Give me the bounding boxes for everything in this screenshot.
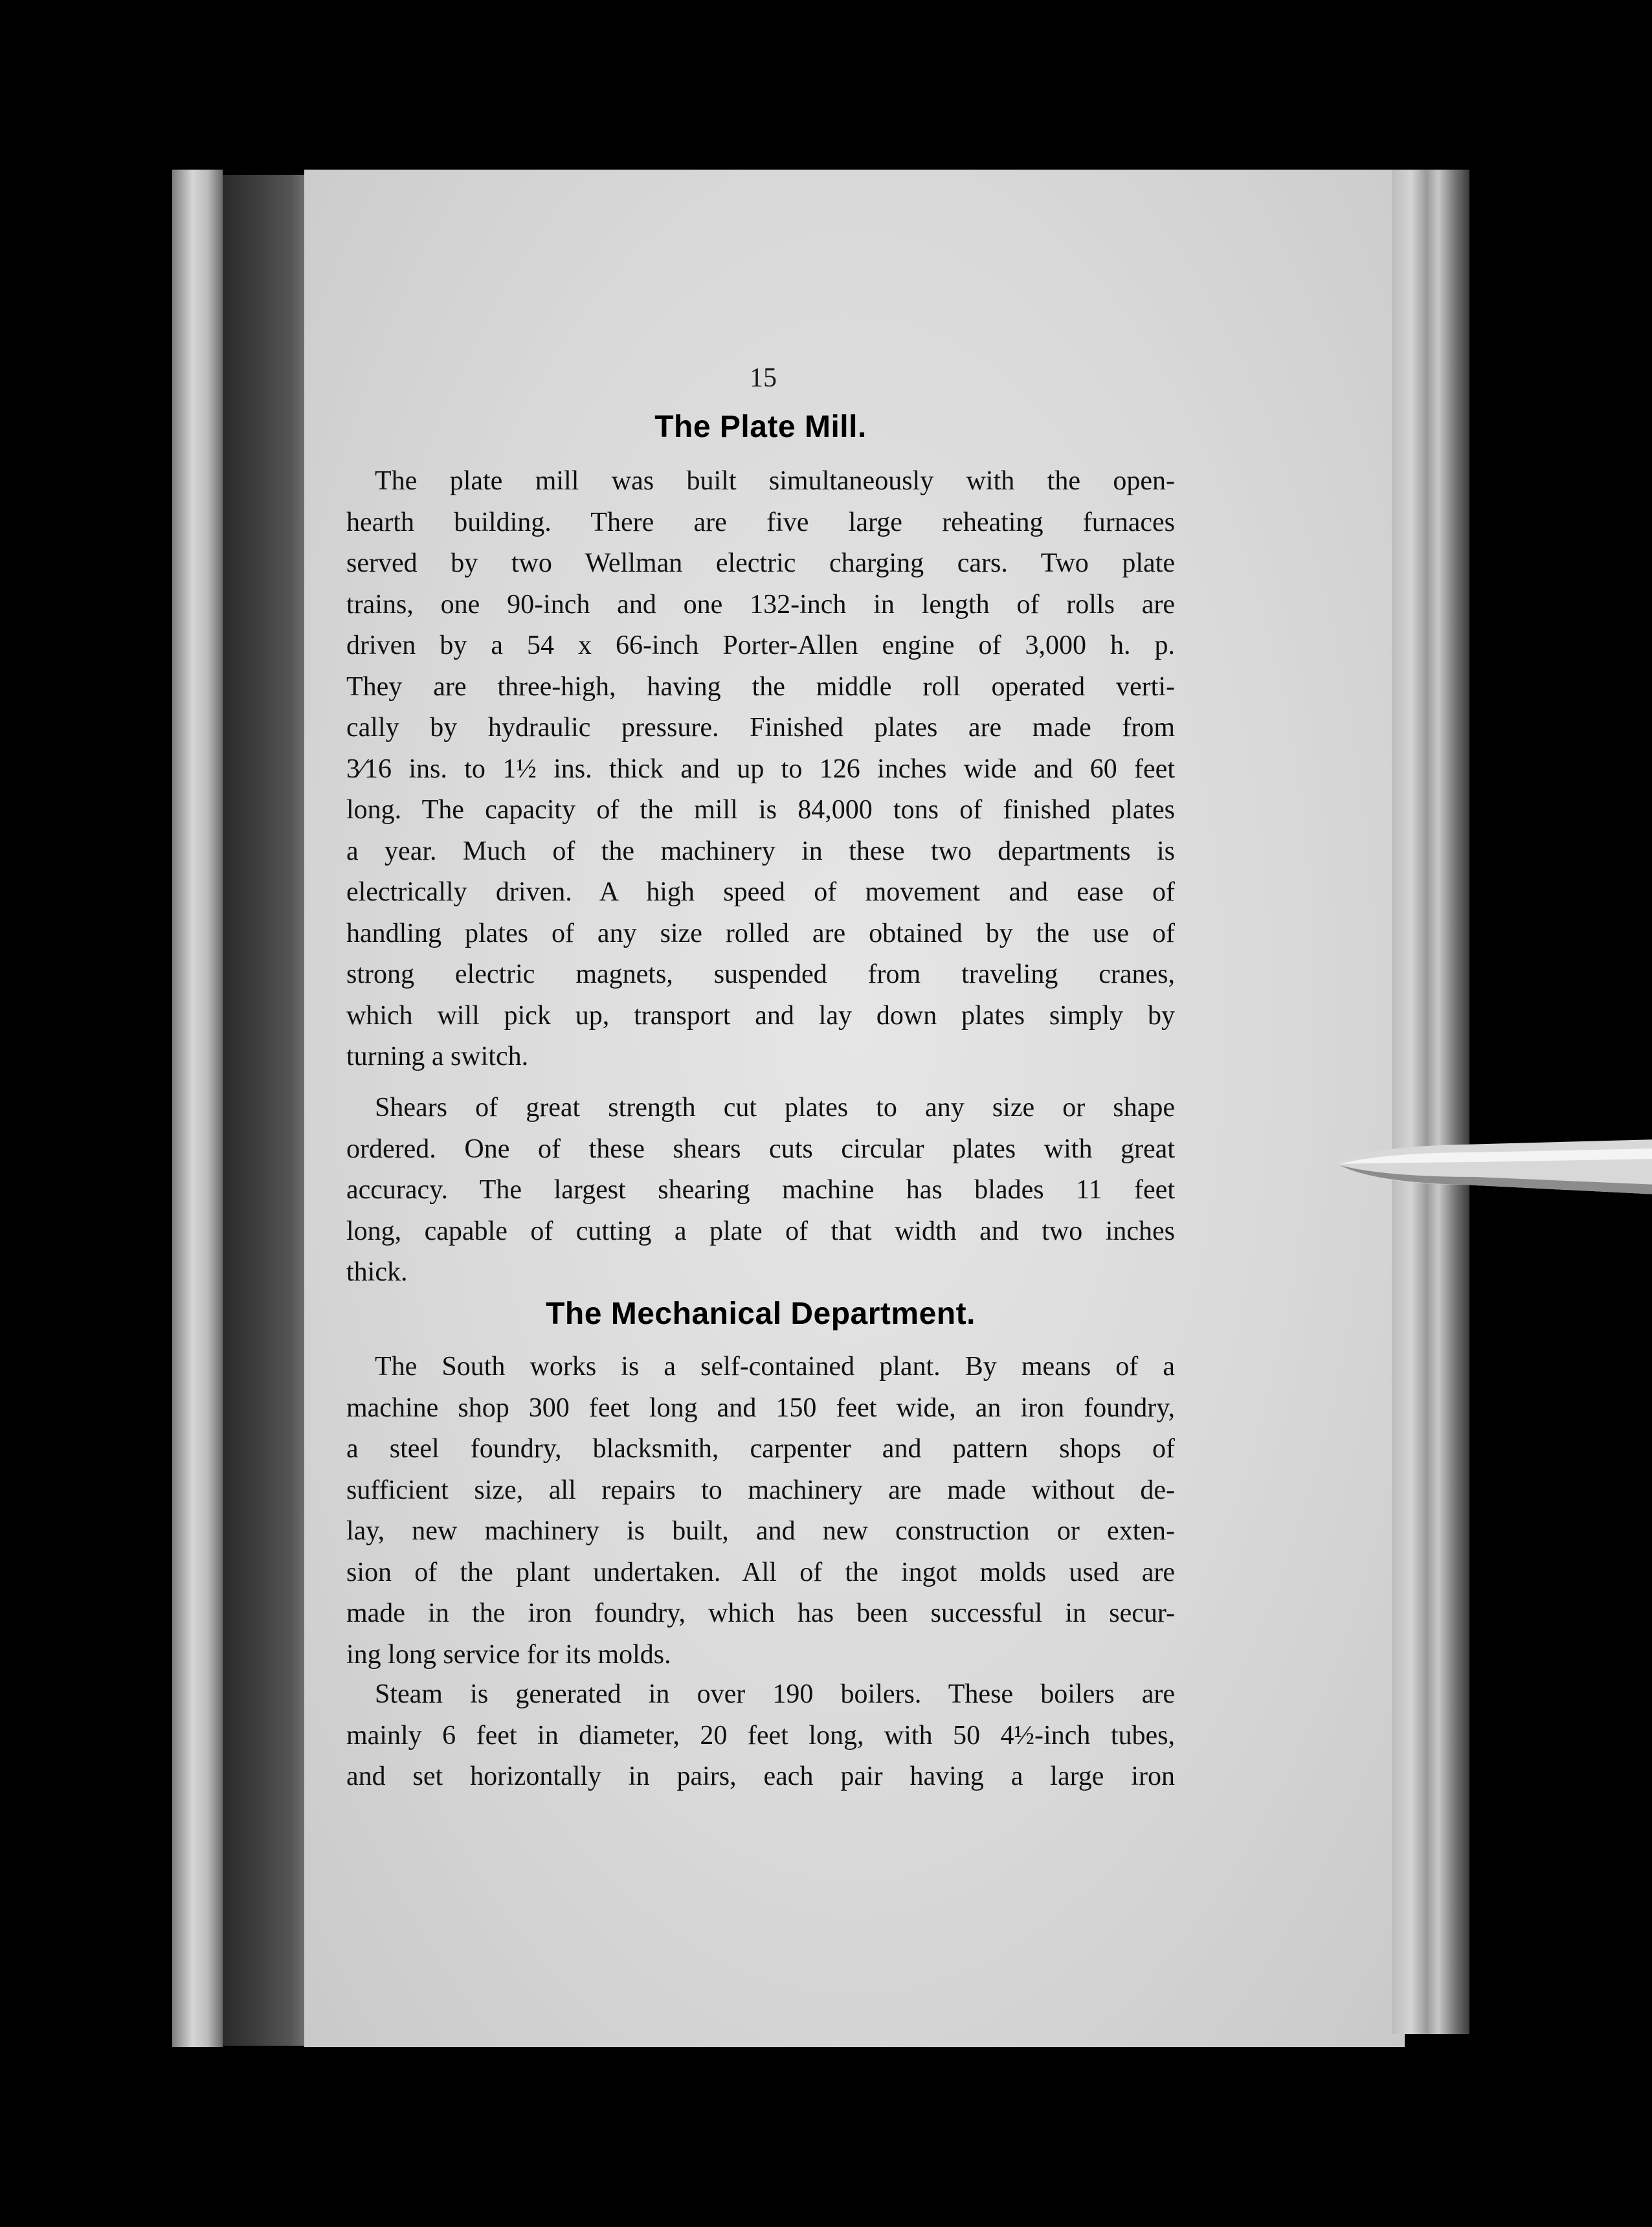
text-line: driven by a 54 x 66-inch Porter-Allen engine of 3,000 h. p. [346, 631, 1175, 660]
text-line: sufficient size, all repairs to machinery are made without de- [346, 1475, 1175, 1505]
text-line: Shears of great strength cut plates to any size or shape [375, 1093, 1175, 1123]
text-line: mainly 6 feet in diameter, 20 feet long, with 50 4½-inch tubes, [346, 1720, 1175, 1751]
text-line: electrically driven. A high speed of movement and ease of [346, 877, 1175, 907]
text-line: a year. Much of the machinery in these two departments is [346, 836, 1175, 866]
page-number: 15 [750, 363, 777, 393]
text-line: hearth building. There are five large reheating furnaces [346, 507, 1175, 537]
text-line: The South works is a self-contained plant. By means of a [375, 1352, 1175, 1382]
paragraph [346, 1674, 1175, 1798]
text-line: ing long service for its molds. [346, 1639, 671, 1670]
paragraph [346, 1347, 1175, 1675]
text-line: sion of the plant undertaken. All of the ingot molds used are [346, 1557, 1175, 1587]
text-line: long, capable of cutting a plate of that width and two inches [346, 1216, 1175, 1246]
text-line: ordered. One of these shears cuts circular plates with great [346, 1134, 1175, 1164]
text-line: strong electric magnets, suspended from traveling cranes, [346, 959, 1175, 989]
text-line: a steel foundry, blacksmith, carpenter and pattern shops of [346, 1434, 1175, 1464]
text-line: lay, new machinery is built, and new construction or exten- [346, 1516, 1175, 1546]
paragraph [346, 1088, 1175, 1293]
text-line: and set horizontally in pairs, each pair having a large iron [346, 1762, 1175, 1791]
text-line: trains, one 90-inch and one 132-inch in length of rolls are [346, 589, 1175, 620]
text-line: made in the iron foundry, which has been successful in secur- [346, 1598, 1175, 1628]
text-line: thick. [346, 1257, 408, 1287]
text-line: Steam is generated in over 190 boilers. These boilers are [375, 1679, 1175, 1709]
section-heading-mechanical-department: The Mechanical Department. [546, 1297, 976, 1331]
text-line: which will pick up, transport and lay down plates simply by [346, 1000, 1175, 1031]
text-line: turning a switch. [346, 1042, 529, 1071]
text-line: The plate mill was built simultaneously with the open- [375, 466, 1175, 496]
paragraph [346, 461, 1175, 1078]
section-heading-plate-mill: The Plate Mill. [654, 410, 867, 444]
text-line: cally by hydraulic pressure. Finished plates are made from [346, 713, 1175, 743]
text-line: 3⁄16 ins. to 1½ ins. thick and up to 126 inches wide and 60 feet [346, 754, 1175, 784]
text-line: long. The capacity of the mill is 84,000 tons of finished plates [346, 795, 1175, 825]
text-line: handling plates of any size rolled are obtained by the use of [346, 918, 1175, 948]
book-spine [172, 170, 223, 2047]
text-line: served by two Wellman electric charging cars. Two plate [346, 548, 1175, 578]
page-edges [1392, 170, 1469, 2034]
bookmark-pointer-icon [1334, 1133, 1652, 1204]
text-line: They are three-high, having the middle roll operated verti- [346, 671, 1175, 702]
text-line: machine shop 300 feet long and 150 feet wide, an iron foundry, [346, 1393, 1175, 1423]
text-line: accuracy. The largest shearing machine has blades 11 feet [346, 1175, 1175, 1205]
